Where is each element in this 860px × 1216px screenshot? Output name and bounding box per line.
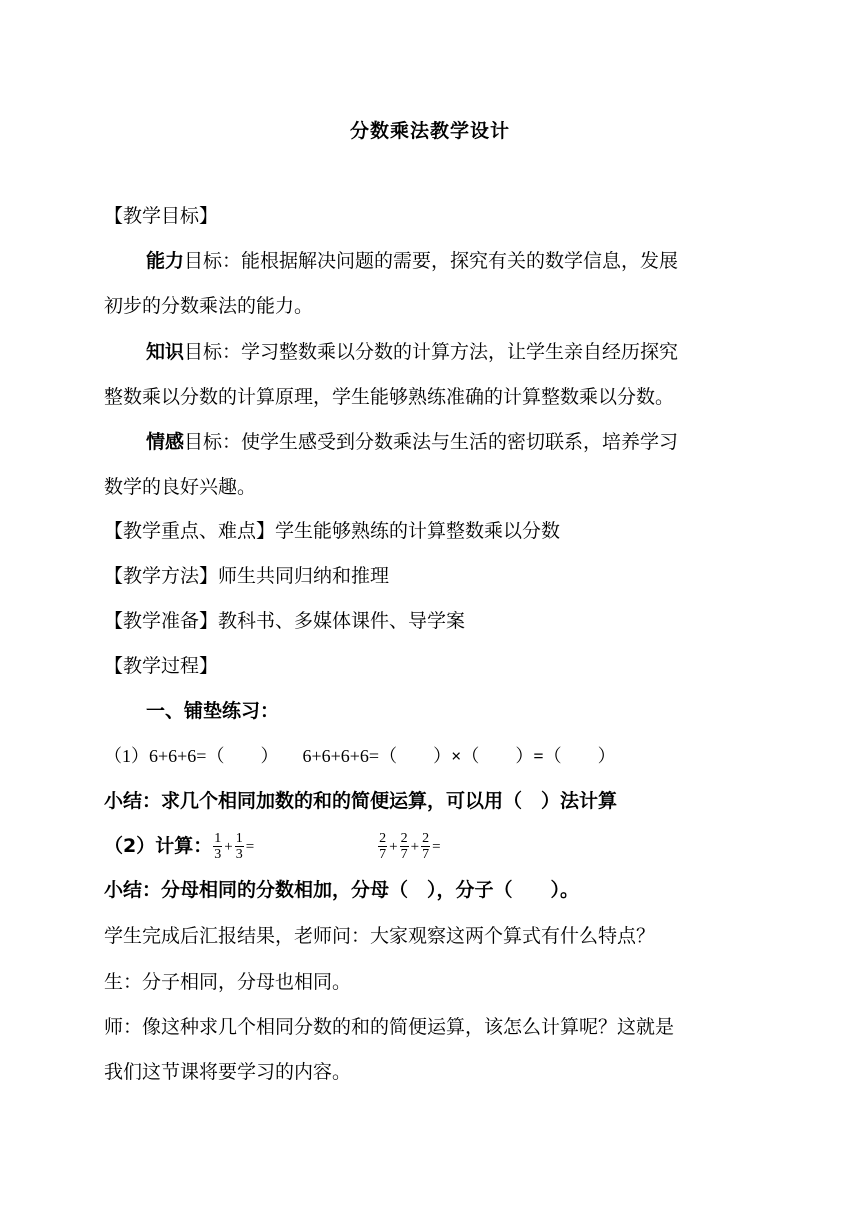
- equals-sign-b: =: [432, 838, 441, 855]
- summary-1: 小结：求几个相同加数的和的简便运算，可以用（ ）法计算: [104, 790, 618, 812]
- times-sign: ×: [451, 746, 462, 766]
- teaching-preparation: 【教学准备】教科书、多媒体课件、导学案: [104, 610, 466, 632]
- equals-sign: =: [533, 746, 544, 766]
- equals-sign-a: =: [245, 838, 255, 855]
- exercise-2-label: （2）计算：: [104, 835, 213, 857]
- exercise-1-part-b: 6+6+6+6=（ ）: [302, 746, 452, 766]
- key-points: 【教学重点、难点】学生能够熟练的计算整数乘以分数: [104, 520, 561, 542]
- fraction-two-sevenths-c: $\frac{2}{7}$: [422, 831, 430, 862]
- plus-sign-b: +: [389, 838, 398, 855]
- summary-2: 小结：分母相同的分数相加，分母（ ），分子（ ）。: [104, 879, 580, 901]
- section-heading-1: 一、铺垫练习：: [146, 700, 280, 722]
- process-heading: 【教学过程】: [104, 655, 219, 677]
- objectives-heading: 【教学目标】: [104, 205, 219, 227]
- knowledge-objective: [146, 339, 678, 365]
- exercise-1-part-d: （ ）: [543, 746, 616, 766]
- ability-label: 能力: [146, 250, 185, 272]
- paragraph-1: 学生完成后汇报结果，老师问：大家观察这两个算式有什么特点？: [104, 925, 656, 947]
- paragraph-3: 师：像这种求几个相同分数的和的简便运算，该怎么计算呢？这就是: [104, 1016, 675, 1038]
- knowledge-label: 知识: [146, 341, 185, 363]
- emotion-text: 目标：使学生感受到分数乘法与生活的密切联系，培养学习: [184, 431, 679, 453]
- paragraph-2: 生：分子相同，分母也相同。: [104, 971, 352, 993]
- exercise-1-part-c: （ ）: [461, 746, 534, 766]
- paragraph-3-cont: 我们这节课将要学习的内容。: [104, 1061, 352, 1083]
- emotion-objective: [146, 429, 678, 455]
- ability-objective: [146, 248, 678, 274]
- emotion-objective-cont: 数学的良好兴趣。: [104, 476, 257, 498]
- ability-objective-cont: 初步的分数乘法的能力。: [104, 295, 314, 317]
- document-title: 分数乘法教学设计: [349, 120, 510, 142]
- knowledge-text: 目标：学习整数乘以分数的计算方法，让学生亲自经历探究: [184, 341, 679, 363]
- ability-text: 目标：能根据解决问题的需要，探究有关的数学信息，发展: [184, 250, 679, 272]
- fraction-one-third-a: $\frac{1}{3}$: [214, 831, 222, 862]
- fraction-two-sevenths-a: $\frac{2}{7}$: [379, 831, 387, 862]
- knowledge-objective-cont: 整数乘以分数的计算原理，学生能够熟练准确的计算整数乘以分数。: [104, 386, 675, 408]
- fraction-two-sevenths-b: $\frac{2}{7}$: [400, 831, 408, 862]
- exercise-1-part-a: （1）6+6+6=（ ）: [104, 746, 279, 766]
- fraction-one-third-b: $\frac{1}{3}$: [235, 831, 243, 862]
- emotion-label: 情感: [146, 431, 185, 453]
- exercise-2: [104, 829, 442, 864]
- plus-sign: +: [224, 838, 233, 855]
- teaching-method: 【教学方法】师生共同归纳和推理: [104, 565, 390, 587]
- exercise-1: [104, 743, 616, 769]
- plus-sign-c: +: [410, 838, 420, 855]
